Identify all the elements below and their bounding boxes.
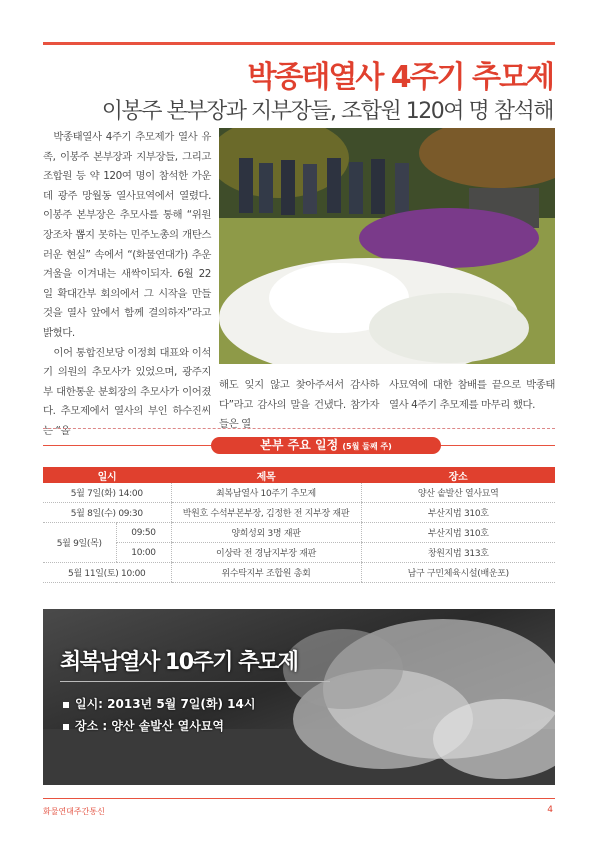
- column-header-date: 일시: [43, 467, 171, 483]
- schedule-table: [43, 467, 555, 583]
- memorial-photo-illustration: [219, 128, 555, 364]
- schedule-title-cell: 박원호 수석부본부장, 김정한 전 지부장 재판: [171, 503, 361, 523]
- schedule-title-cell: 최복남열사 10주기 추모제: [171, 483, 361, 503]
- schedule-date: 5월 9일(목): [43, 523, 116, 563]
- event-date: 일시: 2013년 5월 7일(화) 14시: [75, 697, 256, 711]
- article-title: 박종태열사 4주기 추모제: [247, 60, 553, 95]
- table-row: [43, 503, 555, 523]
- schedule-place: 남구 구민체육시설(배운포): [361, 563, 555, 583]
- memorial-photo: [219, 128, 555, 364]
- table-row: [43, 563, 555, 583]
- schedule-date: 5월 11일(토) 10:00: [43, 563, 171, 583]
- schedule-title: [211, 437, 441, 454]
- schedule-title-text: 본부 주요 일정: [260, 438, 339, 452]
- event-title: 최복남열사 10주기 추모제: [60, 650, 298, 675]
- schedule-title-cell: 이상락 전 경남지부장 재판: [171, 543, 361, 563]
- schedule-date: 5월 7일(화) 14:00: [43, 483, 171, 503]
- table-row: [43, 543, 555, 563]
- schedule-place: 양산 솥발산 열사묘역: [361, 483, 555, 503]
- table-row: [43, 523, 555, 543]
- column-header-title: 제목: [171, 467, 361, 483]
- schedule-time: 10:00: [116, 543, 171, 563]
- event-place-line: [63, 717, 224, 734]
- article-column-3: [389, 376, 555, 415]
- schedule-place: 창원지법 313호: [361, 543, 555, 563]
- article-paragraph: 박종태열사 4주기 추모제가 열사 유족, 이봉주 본부장과 지부장들, 그리고 조합원 등 약 120여 명이 참석한 가운데 광주 망월동 열사묘역에서 열렸다. 이봉주 본부장은 추모사를 통해 “위원장조차 뽑지 못하는 민주노총의 개탄스러운 현실” 속에서 “(화물연대가) 추운 겨울을 이겨내는 새싹이되자. 6월 22일 확대간부 회의에서 그 시작을 만들 것을 열사 앞에서 함께 결의하자”라고 밝혔다.: [43, 131, 211, 339]
- page-number: 4: [547, 805, 553, 815]
- section-divider: [43, 428, 555, 429]
- article-paragraph: 이어 통합진보당 이정희 대표와 이석기 의원의 추모사가 있었으며, 광주지부 대한통운 분회장의 추모사가 이어졌다. 추모제에서 열사의 부인 하수진씨는 “올: [43, 346, 211, 437]
- schedule-time: 09:50: [116, 523, 171, 543]
- schedule-title-cell: 위수탁지부 조합원 총회: [171, 563, 361, 583]
- footer-publication: 화물연대주간통신: [43, 807, 105, 816]
- article-column-2: [219, 376, 379, 435]
- schedule-place: 부산지법 310호: [361, 523, 555, 543]
- event-banner: [43, 609, 555, 785]
- article-column-1: [43, 128, 211, 442]
- article-subtitle: 이봉주 본부장과 지부장들, 조합원 120여 명 참석해: [101, 99, 553, 124]
- top-rule: [43, 42, 555, 45]
- schedule-header-row: [43, 467, 555, 483]
- event-date-line: [63, 695, 255, 712]
- schedule-title-cell: 양희성외 3명 재판: [171, 523, 361, 543]
- schedule-place: 부산지법 310호: [361, 503, 555, 523]
- column-header-place: 장소: [361, 467, 555, 483]
- schedule-title-note: (5월 둘째 주): [342, 442, 392, 451]
- event-title-rule: [60, 681, 330, 682]
- article-paragraph: 해도 잊지 않고 찾아주셔서 감사하다”라고 감사의 말을 건냈다. 참가자들은 열: [219, 379, 379, 431]
- square-bullet-icon: [63, 724, 69, 730]
- schedule-header: [43, 437, 555, 454]
- schedule-date: 5월 8일(수) 09:30: [43, 503, 171, 523]
- table-row: [43, 483, 555, 503]
- article-paragraph: 사묘역에 대한 참배를 끝으로 박종태 열사 4주기 추모제를 마무리 했다.: [389, 379, 555, 411]
- footer-rule: [43, 798, 555, 799]
- event-place: 장소 : 양산 솥발산 열사묘역: [75, 719, 225, 733]
- square-bullet-icon: [63, 702, 69, 708]
